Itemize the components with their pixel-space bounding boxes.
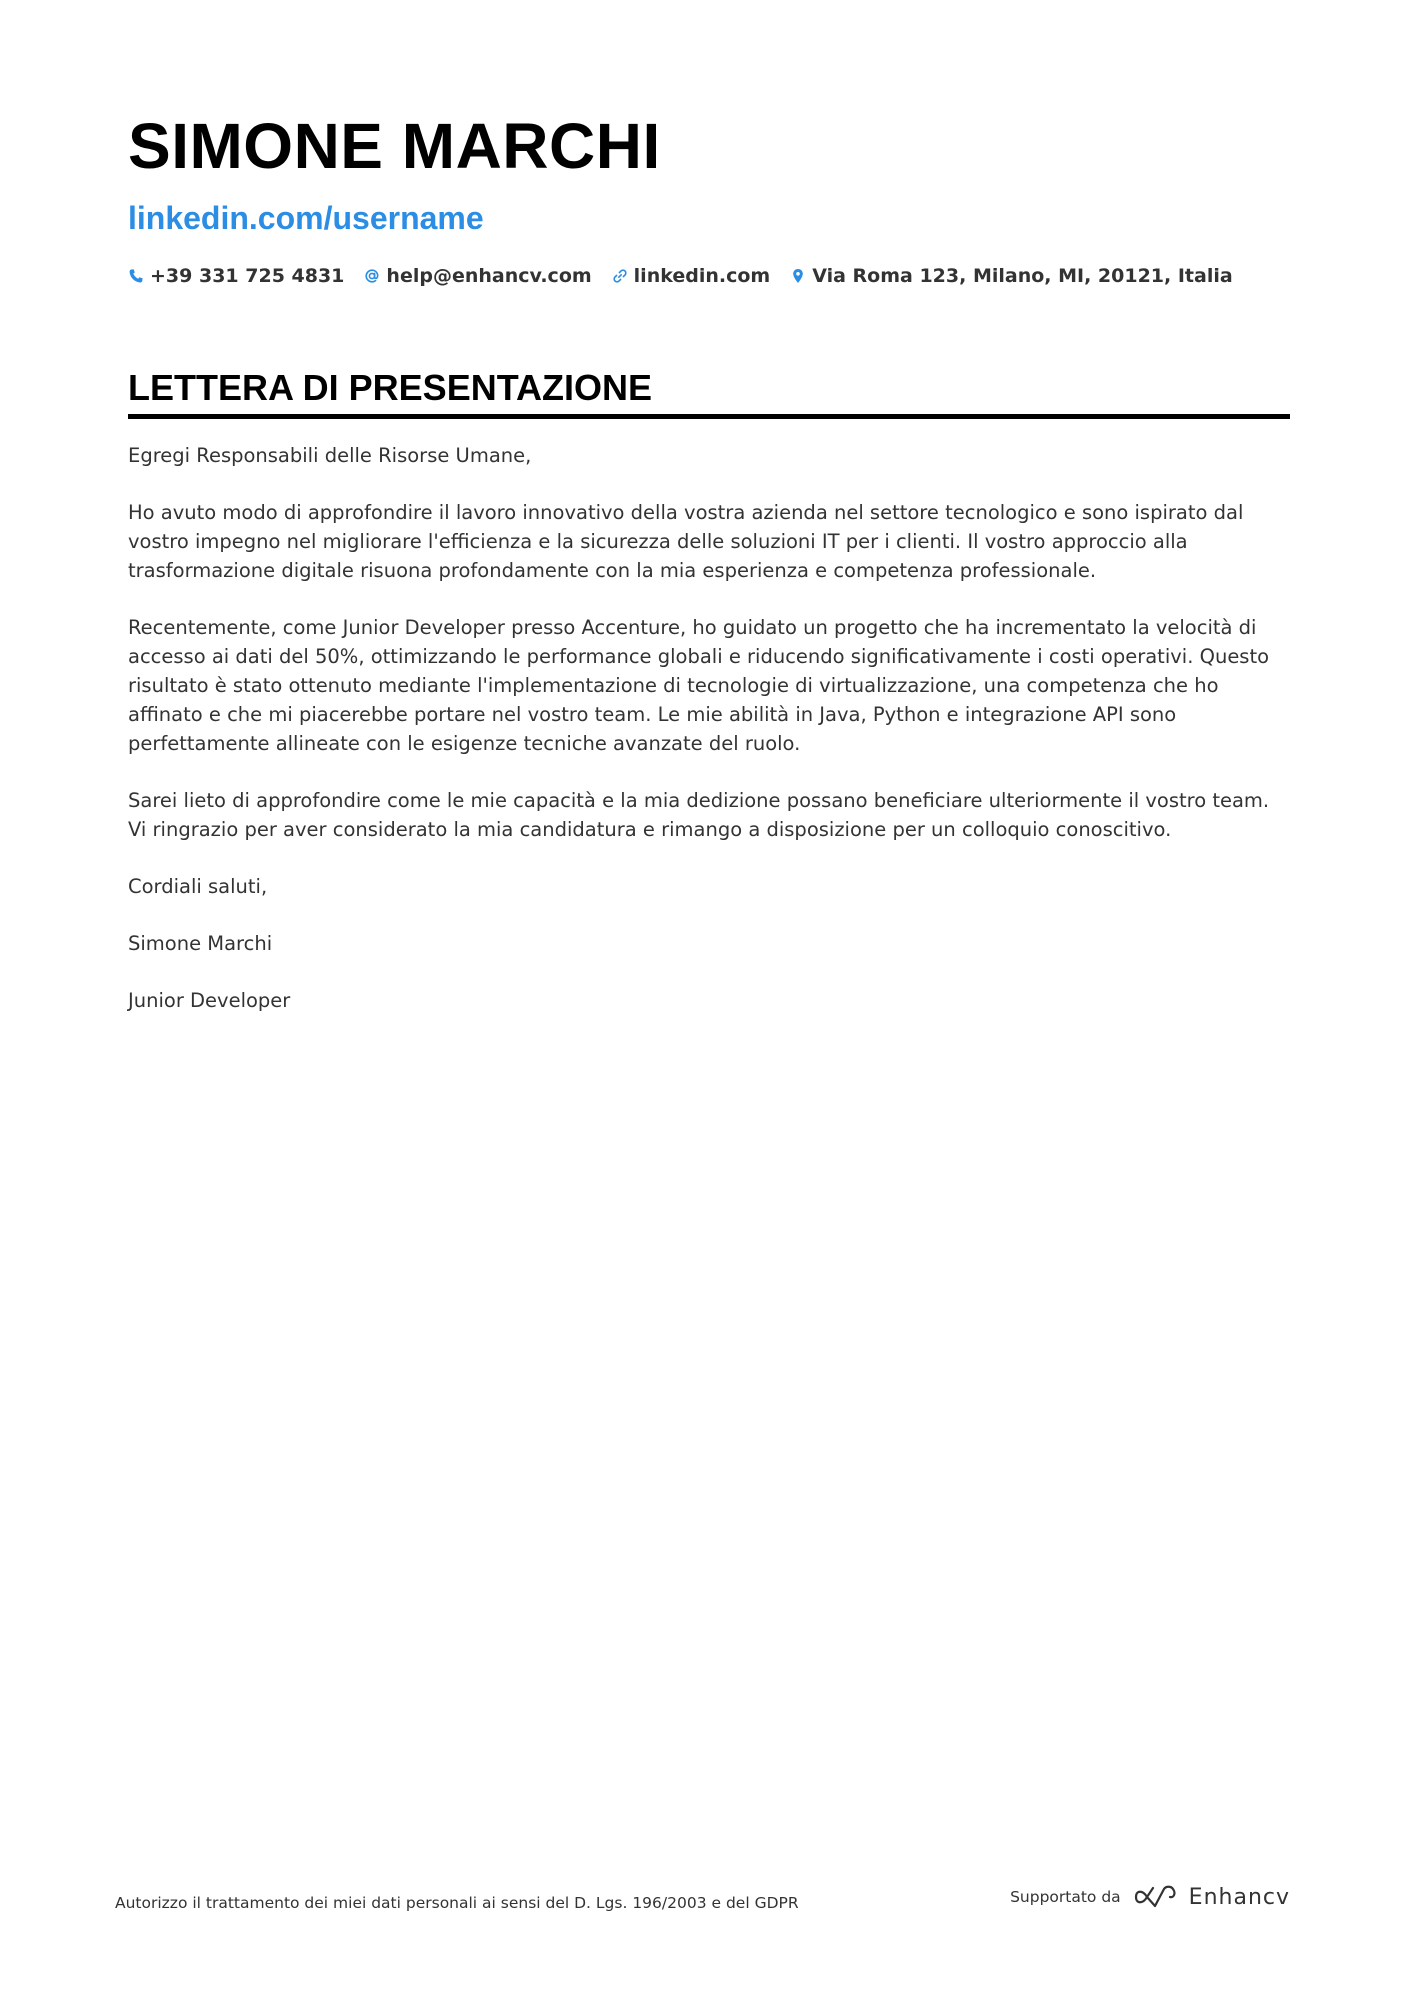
candidate-name: SIMONE MARCHI [128, 110, 661, 182]
link-icon [612, 268, 628, 284]
powered-by[interactable] [1010, 1884, 1290, 1910]
contact-email[interactable] [364, 262, 591, 290]
phone-icon [128, 268, 144, 284]
brand-name: Enhancv [1188, 1884, 1290, 1910]
consent-note: Autorizzo il trattamento dei miei dati personali ai sensi del D. Lgs. 196/2003 e del GDPR [115, 1894, 799, 1912]
contact-phone[interactable] [128, 262, 344, 290]
location-pin-icon [790, 268, 806, 284]
salutation: Egregi Responsabili delle Risorse Umane, [128, 444, 532, 467]
letter-paragraph-1: Ho avuto modo di approfondire il lavoro innovativo della vostra azienda nel settore tecnologico e sono ispirato dal vostro impegno nel migliorare l'efficienza e la sicurezza delle soluzioni IT per i clienti. Il vostro approccio alla trasformazione digitale risuona profondamente con la mia esperienza e competenza professionale. [128, 501, 1244, 582]
powered-by-label: Supportato da [1010, 1888, 1121, 1906]
section-title: LETTERA DI PRESENTAZIONE [128, 366, 1290, 419]
contact-linkedin[interactable] [612, 262, 771, 290]
contact-bar [128, 262, 1288, 290]
letter-body [128, 441, 1290, 1015]
enhancv-logo-icon [1133, 1884, 1179, 1910]
at-icon [364, 268, 380, 284]
postal-address: Via Roma 123, Milano, MI, 20121, Italia [812, 265, 1233, 287]
letter-paragraph-3: Sarei lieto di approfondire come le mie capacità e la mia dedizione possano beneficiare ulteriormente il vostro team. Vi ringrazio per aver considerato la mia candidatura e rimango a disposizione per un colloquio conoscitivo. [128, 789, 1270, 841]
signature-title: Junior Developer [128, 989, 291, 1012]
headline-link[interactable]: linkedin.com/username [128, 200, 484, 236]
signature-name: Simone Marchi [128, 932, 273, 955]
contact-address [790, 262, 1232, 290]
email-address: help@enhancv.com [386, 265, 592, 287]
letter-section [128, 366, 1290, 1043]
closing: Cordiali saluti, [128, 875, 268, 898]
letter-paragraph-2: Recentemente, come Junior Developer presso Accenture, ho guidato un progetto che ha incrementato la velocità di accesso ai dati del 50%, ottimizzando le performance globali e riducendo significativamente i costi operativi. Questo risultato è stato ottenuto mediante l'implementazione di tecnologie di virtualizzazione, una competenza che ho affinato e che mi piacerebbe portare nel vostro team. Le mie abilità in Java, Python e integrazione API sono perfettamente allineate con le esigenze tecniche avanzate del ruolo. [128, 616, 1270, 755]
brand [1133, 1884, 1290, 1910]
linkedin-url: linkedin.com [633, 265, 771, 287]
phone-number: +39 331 725 4831 [150, 265, 345, 287]
header [128, 108, 1288, 290]
